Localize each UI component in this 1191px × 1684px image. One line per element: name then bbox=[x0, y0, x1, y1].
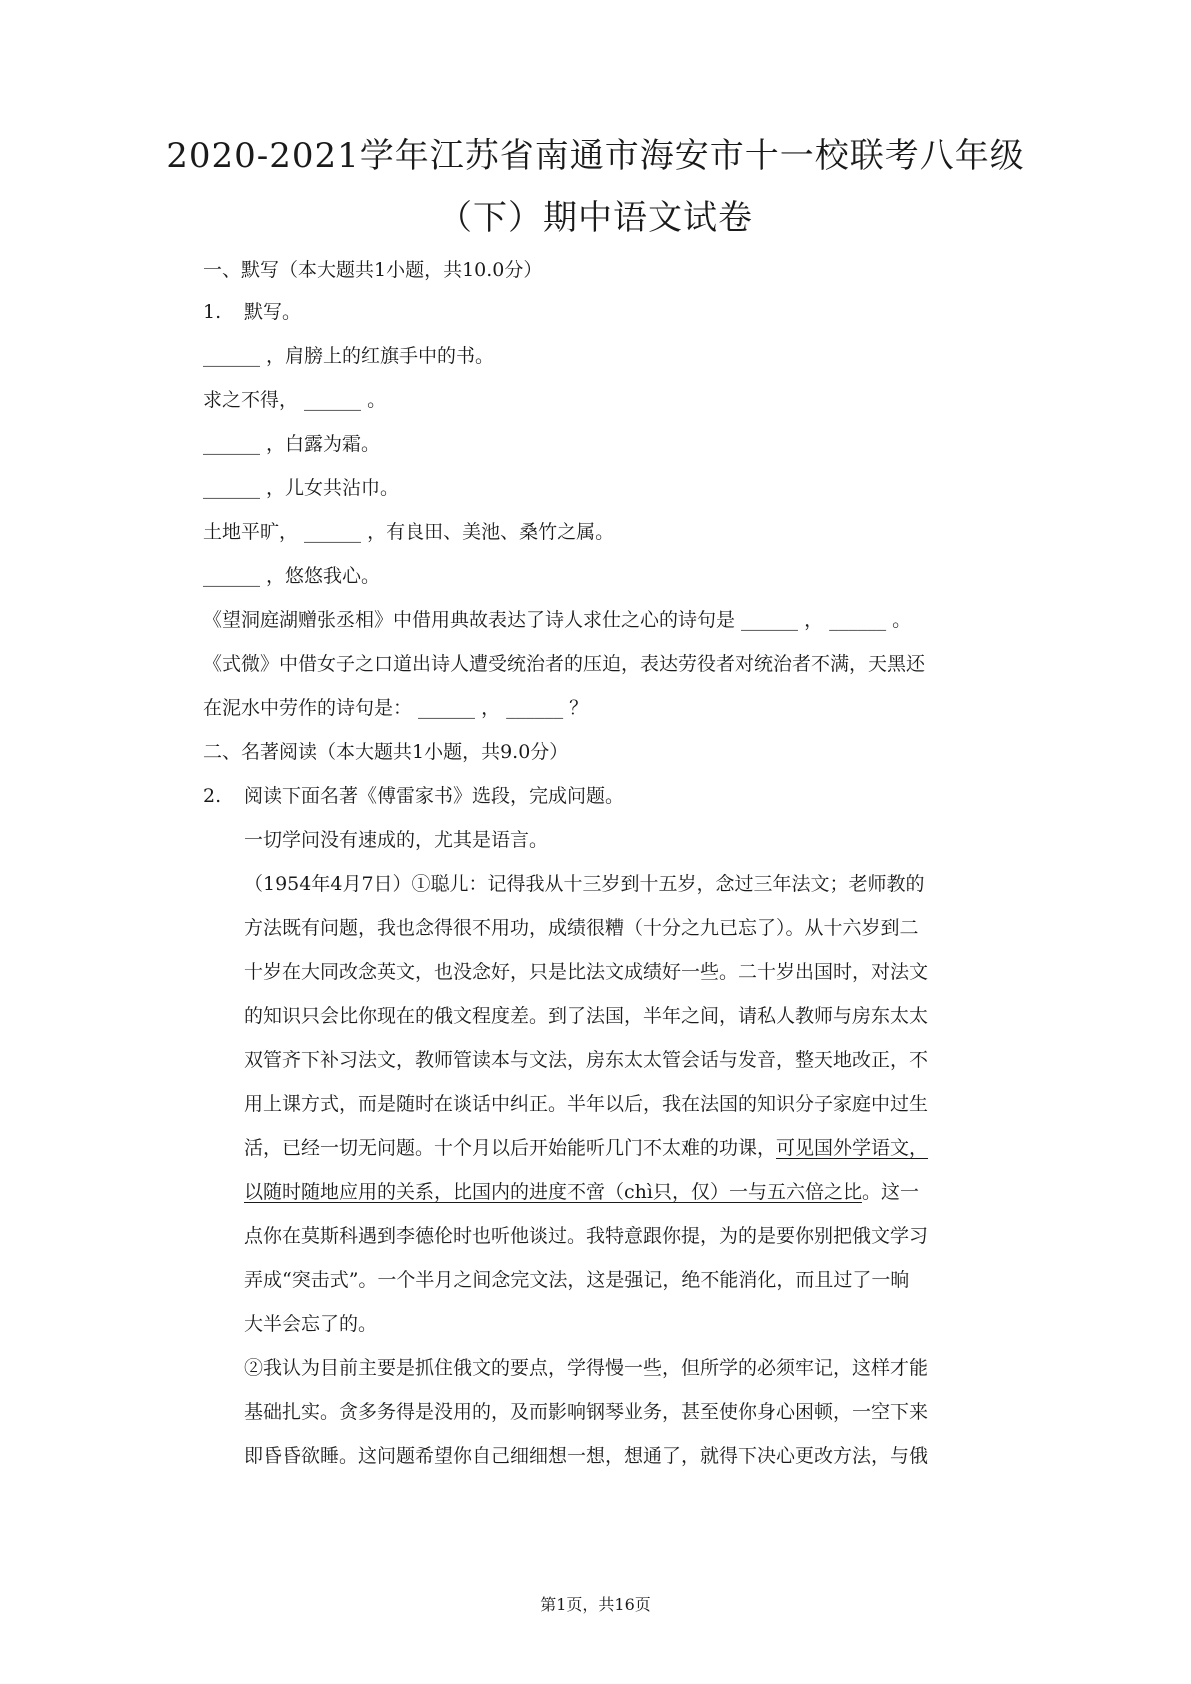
passage-text: 。这一 bbox=[861, 1181, 919, 1203]
underlined-sentence: 以随时随地应用的关系，比国内的进度不啻（chì只，仅）一与五六倍之比 bbox=[244, 1181, 862, 1203]
fill-line: 《式微》中借女子之口道出诗人遭受统治者的压迫，表达劳役者对统治者不满，天黑还 bbox=[203, 653, 926, 675]
underlined-sentence: 可见国外学语文， bbox=[776, 1137, 929, 1159]
passage-line: ②我认为目前主要是抓住俄文的要点，学得慢一些，但所学的必须牢记，这样才能 bbox=[244, 1357, 929, 1379]
passage-line: 即昏昏欲睡。这问题希望你自己细细想一想，想通了，就得下决心更改方法，与俄 bbox=[244, 1445, 929, 1467]
doc-title-line2: （下）期中语文试卷 bbox=[438, 198, 753, 238]
passage-line: 十岁在大同改念英文，也没念好，只是比法文成绩好一些。二十岁出国时，对法文 bbox=[244, 961, 929, 983]
question-number: 1. bbox=[203, 301, 222, 323]
fill-line: 在泥水中劳作的诗句是： ______ ， ______ ？ bbox=[203, 697, 589, 719]
question-2 bbox=[203, 784, 624, 808]
passage-line: （1954年4月7日）①聪儿：记得我从十三岁到十五岁，念过三年法文；老师教的 bbox=[244, 873, 925, 895]
passage-line: 双管齐下补习法文，教师管读本与文法，房东太太管会话与发音，整天地改正，不 bbox=[244, 1049, 929, 1071]
passage-line: 点你在莫斯科遇到李德伦时也听他谈过。我特意跟你提，为的是要你别把俄文学习 bbox=[244, 1225, 929, 1247]
fill-line: ______ ，肩膀上的红旗手中的书。 bbox=[203, 345, 495, 367]
question-text: 阅读下面名著《傅雷家书》选段，完成问题。 bbox=[244, 785, 625, 807]
fill-line: 求之不得， ______ 。 bbox=[203, 389, 387, 411]
passage-line bbox=[244, 1180, 919, 1204]
passage-line: 方法既有问题，我也念得很不用功，成绩很糟（十分之九已忘了）。从十六岁到二 bbox=[244, 917, 919, 939]
passage-text: 活，已经一切无问题。十个月以后开始能听几门不太难的功课， bbox=[244, 1137, 777, 1159]
fill-line: ______ ，儿女共沾巾。 bbox=[203, 477, 400, 499]
section2-heading: 二、名著阅读（本大题共1小题，共9.0分） bbox=[203, 741, 569, 763]
passage-line: 弄成“突击式”。一个半月之间念完文法，这是强记，绝不能消化，而且过了一晌 bbox=[244, 1269, 910, 1291]
page-footer: 第1页，共16页 bbox=[540, 1595, 651, 1614]
question-text: 默写。 bbox=[244, 301, 302, 323]
passage-line bbox=[244, 1136, 928, 1160]
passage-line: 基础扎实。贪多务得是没用的，及而影响钢琴业务，甚至使你身心困顿，一空下来 bbox=[244, 1401, 929, 1423]
passage-intro: 一切学问没有速成的，尤其是语言。 bbox=[244, 829, 549, 851]
fill-line: 《望洞庭湖赠张丞相》中借用典故表达了诗人求仕之心的诗句是 ______ ， ______ 。 bbox=[203, 609, 912, 631]
question-1 bbox=[203, 300, 301, 324]
passage-line: 的知识只会比你现在的俄文程度差。到了法国，半年之间，请私人教师与房东太太 bbox=[244, 1005, 929, 1027]
section1-heading: 一、默写（本大题共1小题，共10.0分） bbox=[203, 259, 543, 281]
passage-line: 大半会忘了的。 bbox=[244, 1313, 378, 1335]
fill-line: ______ ，白露为霜。 bbox=[203, 433, 381, 455]
doc-title-line1: 2020-2021学年江苏省南通市海安市十一校联考八年级 bbox=[166, 136, 1025, 176]
fill-line: ______ ，悠悠我心。 bbox=[203, 565, 381, 587]
passage-line: 用上课方式，而是随时在谈话中纠正。半年以后，我在法国的知识分子家庭中过生 bbox=[244, 1093, 929, 1115]
fill-line: 土地平旷， ______ ，有良田、美池、桑竹之属。 bbox=[203, 521, 615, 543]
question-number: 2. bbox=[203, 785, 222, 807]
